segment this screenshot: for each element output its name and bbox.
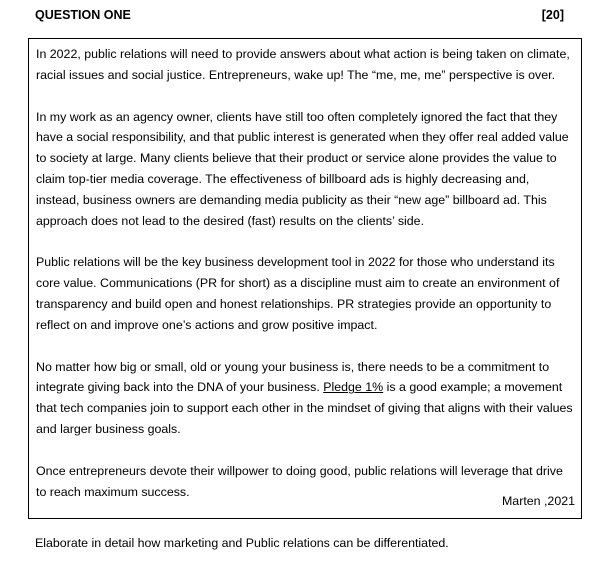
question-marks: [20] bbox=[541, 8, 564, 22]
question-title: QUESTION ONE bbox=[35, 8, 131, 22]
passage-paragraph-3: Public relations will be the key business development tool in 2022 for those who understand its core value. Communications (PR for short) as a discipline must aim to create an environment of transparency and build open and honest relationships. PR strategies provide an opportunity to reflect on and improve one’s actions and grow positive impact. bbox=[36, 255, 560, 332]
passage-paragraph-1: In 2022, public relations will need to provide answers about what action is being taken on climate, racial issues and social justice. Entrepreneurs, wake up! The “me, me, me” perspective is over. bbox=[36, 47, 570, 82]
citation: Marten ,2021 bbox=[501, 494, 575, 509]
question-header bbox=[35, 8, 564, 24]
passage-paragraph-4 bbox=[36, 357, 573, 440]
passage-paragraph-5: Once entrepreneurs devote their willpower to doing good, public relations will leverage that drive to reach maximum success. bbox=[36, 463, 563, 499]
question-prompt: Elaborate in detail how marketing and Public relations can be differentiated. bbox=[35, 536, 449, 550]
passage-paragraph-2: In my work as an agency owner, clients have still too often completely ignored the fact that they have a social responsibility, and that public interest is generated when they offer real added value to society at large. Many clients believe that their product or service alone provides the value to claim top-tier media coverage. The effectiveness of billboard ads is highly decreasing and, instead, business owners are demanding media publicity as their “new age” billboard ad. This approach does not lead to the desired (fast) results on the clients’ side. bbox=[36, 109, 569, 228]
paragraph-4-text-end: is a good example; a movement that tech companies join to support each other in the mindset of giving that aligns with their values and larger business goals. bbox=[36, 380, 573, 436]
pledge-link[interactable]: Pledge 1% bbox=[323, 380, 384, 395]
paragraph-4-text-start: No matter how big or small, old or young your business is, there needs to be a commitment to integrate giving back into the DNA of your business. bbox=[36, 359, 550, 395]
passage-box bbox=[28, 38, 582, 519]
